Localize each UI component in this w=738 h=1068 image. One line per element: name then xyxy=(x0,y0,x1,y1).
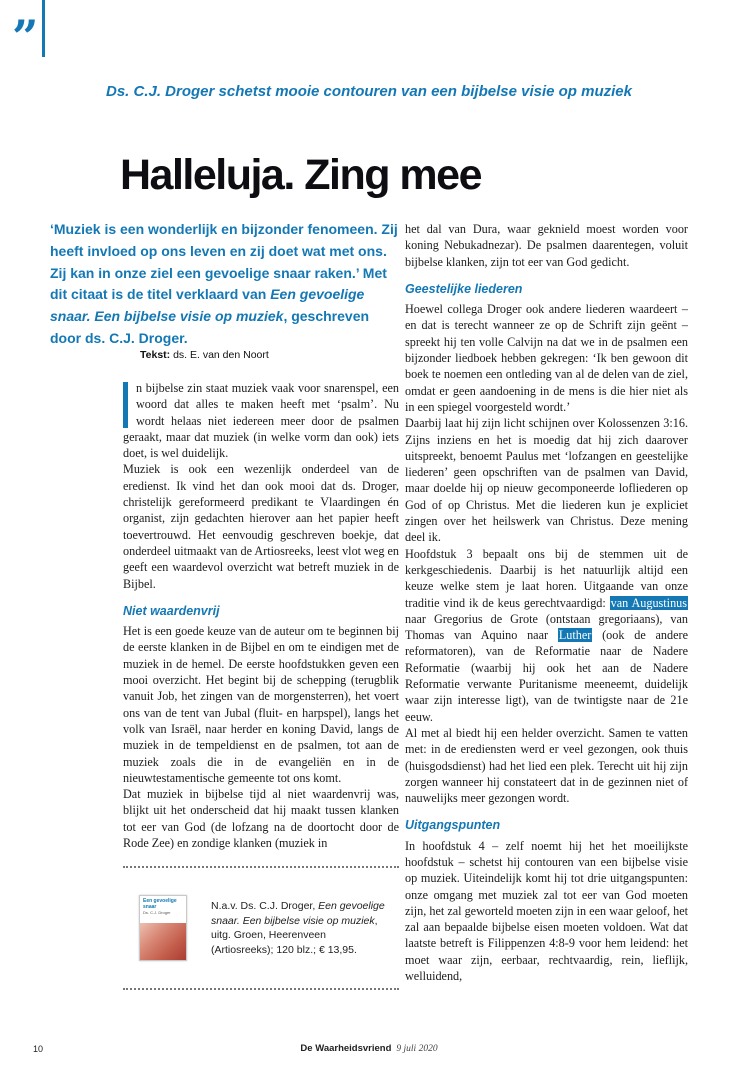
highlighted-text[interactable]: van Augustinus xyxy=(610,595,688,610)
paragraph xyxy=(123,380,399,461)
book-cover-title: Een gevoelige snaar xyxy=(143,898,177,910)
text-segment: N.a.v. Ds. C.J. Droger, xyxy=(211,900,319,912)
book-cover-artwork xyxy=(140,923,186,960)
dropcap-letter xyxy=(123,382,128,428)
footer xyxy=(0,1043,738,1054)
book-description xyxy=(211,899,387,957)
text-segment: Een gevoelige snaar. Een bijbelse visie op muziek xyxy=(50,286,365,325)
text-segment: Een gevoelige snaar. Een bijbelse visie op muziek xyxy=(211,900,385,927)
paragraph: Al met al biedt hij een helder overzicht. Samen te vatten met: in de erediensten werd er veel gezongen, ook thuis (huisgodsdienst) had het lied een plek. Terecht uit hij zijn zorgen wanneer hij constateert dat in de gezinnen niet of nauwelijks meer gezongen wordt. xyxy=(405,725,688,806)
text-segment: , uitg. Groen, Heerenveen (Artiosreeks); 120 blz.; € 13,95. xyxy=(211,914,378,956)
book-review-box xyxy=(123,866,399,990)
paragraph: Het is een goede keuze van de auteur om te beginnen bij de eerste klanken in de Bijbel en om te eindigen met de muziek in de hemel. De eerste hoofdstukken geven een mooi overzicht. Het begint bij de schepping (terugblik vanuit Job, het zingen van de morgensterren), het voert ons van de tent van Jubal (fluit- en harpspel), langs het volk van Israël, naar herder en koning David, langs de muziek in de tempeldienst en de psalmen, tot aan de muziek zoals die in de evangeliën en in de nieuwtestamentische gemeente tot ons komt. xyxy=(123,624,399,785)
article-kicker: Ds. C.J. Droger schetst mooie contouren van een bijbelse visie op muziek xyxy=(106,83,632,100)
text-segment: ‘Muziek is een wonderlijk en bijzonder fenomeen. Zij heeft invloed op ons leven en zij doet wat met ons. Zij kan in onze ziel een gevoelige snaar raken.’ Met dit citaat is de titel verklaard van xyxy=(50,221,398,303)
text-segment: naar Gregorius de Grote (ontstaan gregoriaans), van Thomas van Aquino naar xyxy=(405,611,688,643)
book-cover-author: Ds. C.J. Droger xyxy=(143,910,171,915)
section-heading-niet-waardenvrij: Niet waardenvrij xyxy=(123,603,220,618)
footer-date: 9 juli 2020 xyxy=(396,1044,438,1054)
credit-value: ds. E. van den Noort xyxy=(170,349,269,361)
text-segment: , geschreven door ds. C.J. Droger. xyxy=(50,308,370,346)
section-heading-uitgangspunten: Uitgangspunten xyxy=(405,818,501,833)
left-column xyxy=(123,380,399,866)
paragraph: Dat muziek in bijbelse tijd al niet waardenvrij was, blijkt uit het onderscheid dat hij maakt tussen klanken tot eer van God (de lofzang na de doortocht door de Rode Zee) en zondige klanken (muziek in xyxy=(123,787,399,851)
right-column xyxy=(405,221,688,1021)
book-cover-image xyxy=(139,895,187,961)
credit-label: Tekst: xyxy=(140,349,171,361)
footer-magazine-name: De Waarheidsvriend xyxy=(300,1043,392,1054)
paragraph: In hoofdstuk 4 – zelf noemt hij het het moeilijkste hoofdstuk – schetst hij contouren van een bijbelse visie op muziek. Uiteindelijk komt hij tot drie uitgangspunten: onze omgang met muziek zal tot eer van God moeten zijn, het zal geworteld moeten zijn in een waar geloof, het zal aan bepaalde bijbelse eisen moeten voldoen. Wat dat laatste betreft is Filippenzen 4:8-9 voor hem leidend: het moet waar zijn, eerbaar, rechtvaardig, rein, lieflijk, welluidend, xyxy=(405,838,688,984)
section-heading-geestelijke-liederen: Geestelijke liederen xyxy=(405,281,523,296)
paragraph: Hoewel collega Droger ook andere liederen waardeert – en dat is terecht wanneer ze op de Schrift zijn geënt – spreekt hij ten volle Calvijn na dat we in de psalmen een bijzonder liedboek hebben gekregen: ‘Ik ben gewoon dit boek te noemen een ontleding van al de delen van de ziel, omdat er geen aandoening in de mens is die hier niet als in een spiegel voorgesteld wordt.’ xyxy=(405,302,688,414)
author-credit xyxy=(140,349,269,361)
book-cover-header xyxy=(140,896,186,923)
intro-paragraph xyxy=(50,219,400,350)
highlighted-text[interactable]: Luther xyxy=(558,628,592,643)
page-title: Halleluja. Zing mee xyxy=(120,150,481,199)
footer-page-number: 10 xyxy=(33,1044,44,1054)
paragraph-text: n bijbelse zin staat muziek vaak voor snarenspel, een woord dat alles te maken heeft met ‘psalm’. Nu wordt helaas niet iedereen meer door de psalmen geraakt, maar dat muziek (in welke vorm dan ook) iets doet, is wel duidelijk. xyxy=(123,381,399,461)
paragraph xyxy=(405,546,688,725)
top-rule xyxy=(42,0,45,57)
paragraph: Daarbij laat hij zijn licht schijnen over Kolossenzen 3:16. Zijns inziens en het is moedig dat hij zich daarover uitspreekt, benoemt Paulus met ‘lofzangen en geestelijke liederen’ geen opschriften van de psalmen van David, maar doelde hij op nieuw gecomponeerde lofliederen op God of op Christus. Met die liederen kun je expliciet zingen over het heilswerk van Christus. Deze mening deel ik. xyxy=(405,416,688,545)
quote-mark-icon: ” xyxy=(12,10,39,64)
text-segment: (ook de andere reformatoren), van de Reformatie naar de Nadere Reformatie (waarbij hij ook het aan de Nadere Reformatie verwante Puritanisme meeneemt, duidelijk waar zijn interesse ligt), van de twintigste naar de 21e eeuw. xyxy=(405,628,688,724)
text-segment: Hoofdstuk 3 bepaalt ons bij de stemmen uit de kerkgeschiedenis. Daarbij is het natuurlijk altijd een keuze welke stem je laat horen. Uitgaande van onze traditie vind ik de keus gerechtvaardigd: xyxy=(405,546,688,610)
paragraph: Muziek is ook een wezenlijk onderdeel van de eredienst. Ik vind het dan ook mooi dat ds. Droger, christelijk gereformeerd predikant te Vlaardingen én organist, zijn gedachten hierover aan het papier heeft toevertrouwd. Het eenvoudig geschreven boekje, dat onderdeel uitmaakt van de Artiosreeks, leest vlot weg en geeft een waardevol overzicht wat betreft muziek in de Bijbel. xyxy=(123,462,399,591)
paragraph: het dal van Dura, waar geknield moest worden voor koning Nebukadnezar). De psalmen daarentegen, voluit bijbelse klanken, zijn tot eer van God gedicht. xyxy=(405,222,688,269)
